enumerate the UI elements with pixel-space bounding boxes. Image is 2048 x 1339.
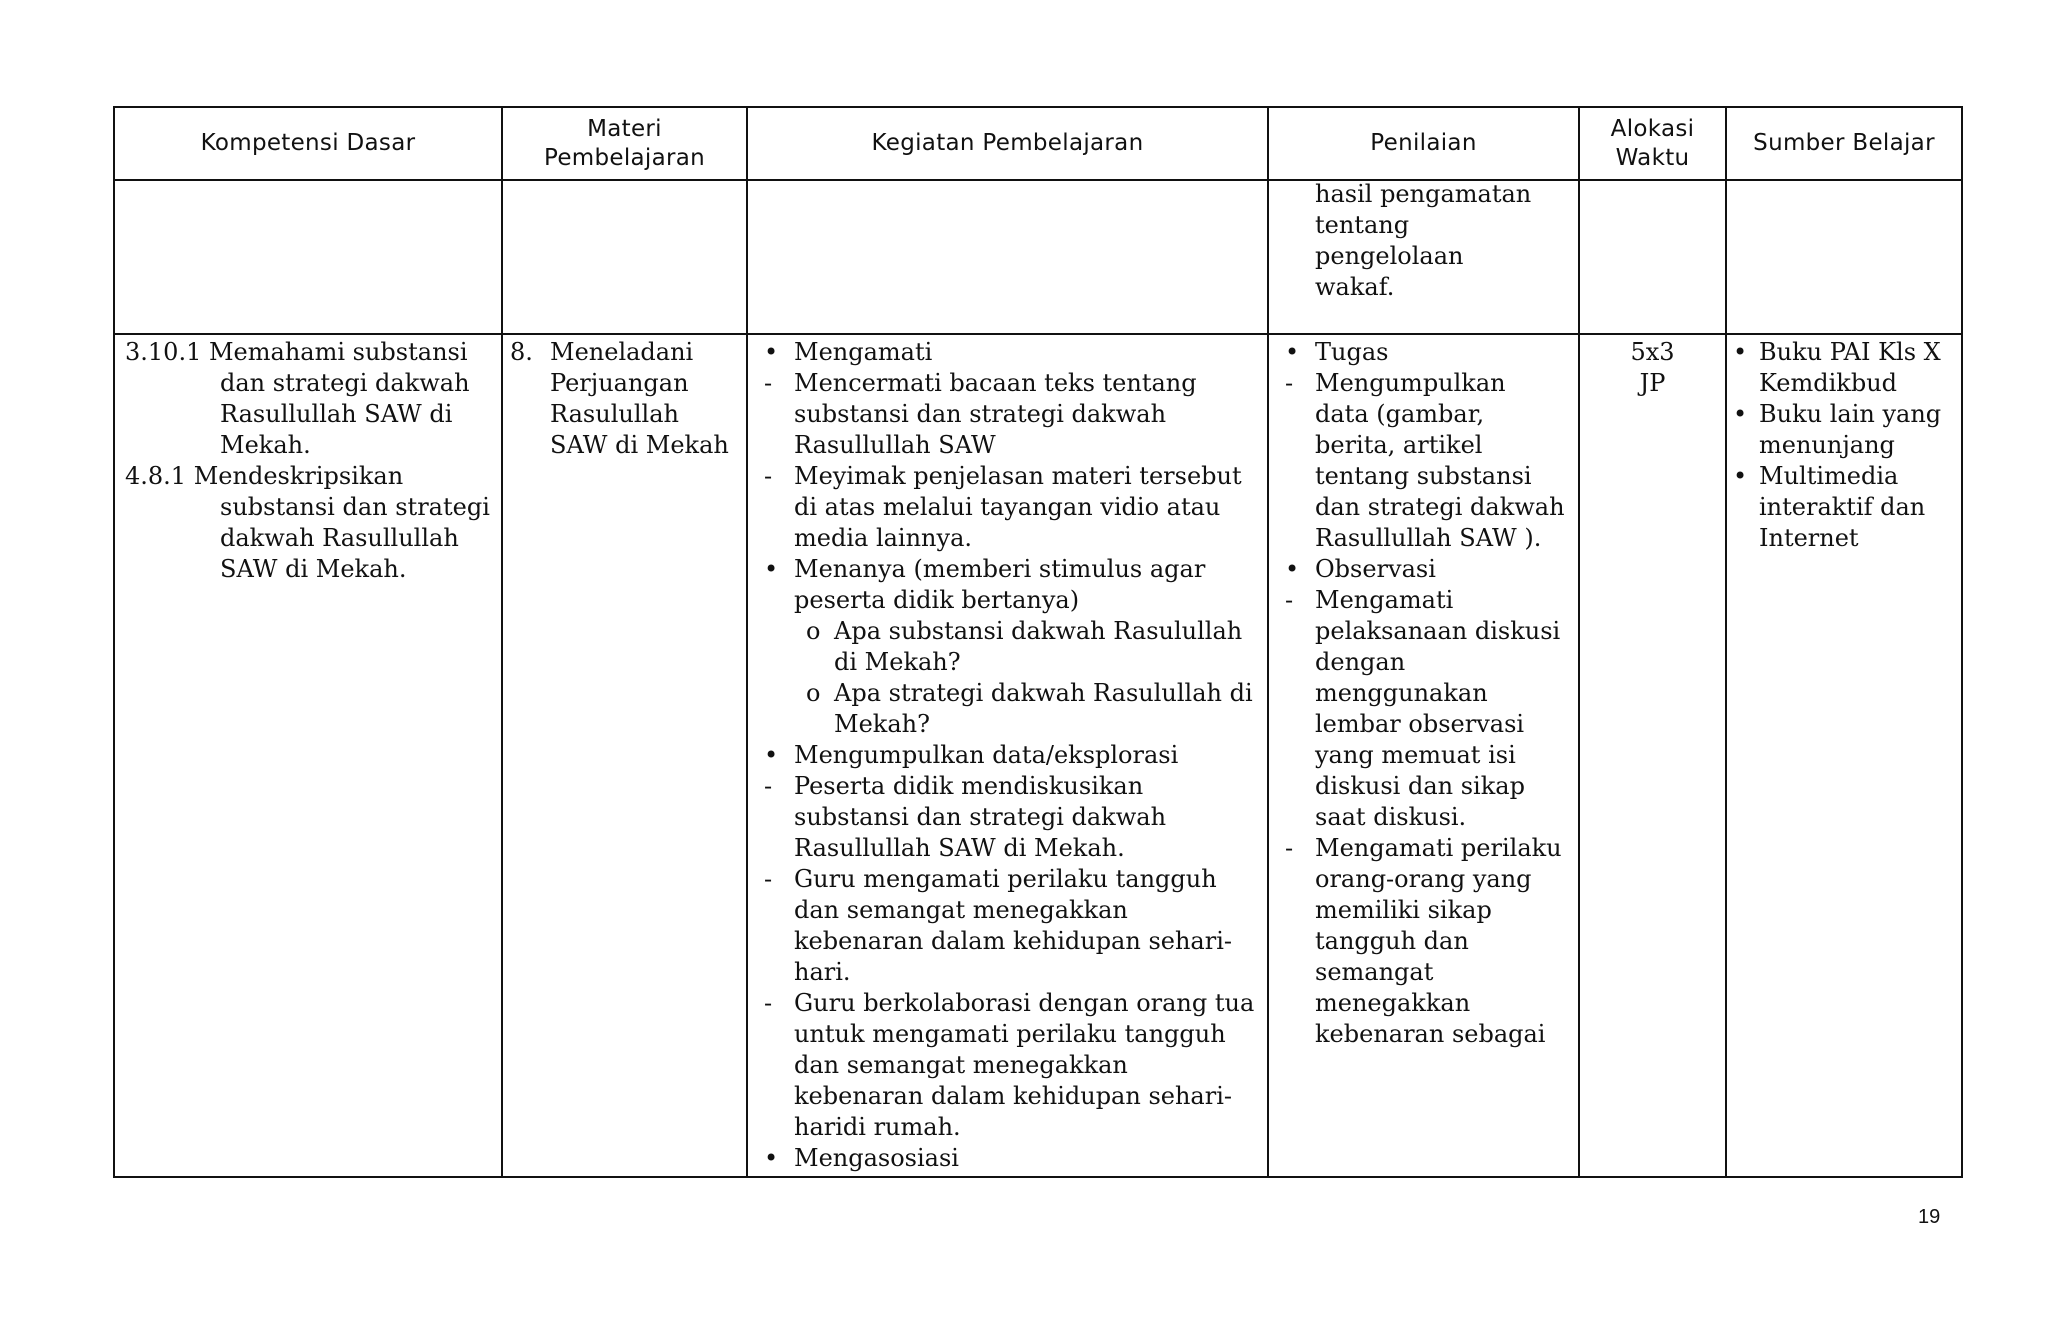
header-sumber: Sumber Belajar <box>1726 107 1962 180</box>
continuation-row <box>114 180 1962 334</box>
bullet-icon: • <box>764 1144 779 1172</box>
kegiatan-subitem-text: Apa strategi dakwah Rasulullah di Mekah? <box>834 679 1253 738</box>
header-kegiatan: Kegiatan Pembelajaran <box>747 107 1268 180</box>
kegiatan-sublist <box>758 616 1255 678</box>
kegiatan-subitem-wrap <box>758 616 1255 678</box>
kegiatan-item-text: Guru mengamati perilaku tangguh dan semangat menegakkan kebenaran dalam kehidupan sehari-hari. <box>794 865 1232 986</box>
syllabus-table <box>113 106 1963 1178</box>
kegiatan-subitem <box>758 616 1255 678</box>
kegiatan-item <box>758 740 1255 771</box>
kegiatan-item-text: Mencermati bacaan teks tentang substansi dan strategi dakwah Rasullullah SAW <box>794 369 1197 459</box>
kegiatan-item <box>758 988 1255 1143</box>
bullet-icon: • <box>764 338 779 366</box>
kd-item <box>125 337 495 461</box>
bullet-icon: • <box>1285 555 1300 583</box>
dash-icon: - <box>764 865 773 893</box>
header-alokasi: Alokasi Waktu <box>1579 107 1726 180</box>
header-kompetensi-dasar: Kompetensi Dasar <box>114 107 502 180</box>
dash-icon: - <box>1285 834 1294 862</box>
dash-icon: - <box>764 462 773 490</box>
kegiatan-item <box>758 461 1255 554</box>
materi-text: Meneladani Perjuangan Rasulullah SAW di Mekah <box>550 338 729 459</box>
bullet-icon: • <box>764 555 779 583</box>
kegiatan-item <box>758 368 1255 461</box>
kd-text: Mendeskripsikan substansi dan strategi dakwah Rasullullah SAW di Mekah. <box>193 462 490 583</box>
cont-materi-cell <box>502 180 747 334</box>
kegiatan-item-text: Meyimak penjelasan materi tersebut di atas melalui tayangan vidio atau media lainnya. <box>794 462 1242 552</box>
header-penilaian: Penilaian <box>1268 107 1579 180</box>
kegiatan-item <box>758 864 1255 988</box>
cont-penilaian-line: tentang <box>1315 211 1410 239</box>
kegiatan-item <box>758 1143 1255 1174</box>
materi-number: 8. <box>510 338 533 366</box>
penilaian-item <box>1279 337 1566 368</box>
kegiatan-item <box>758 337 1255 368</box>
kegiatan-item-text: Guru berkolaborasi dengan orang tua untuk mengamati perilaku tangguh dan semangat menegakkan kebenaran dalam kehidupan sehari-haridi rumah. <box>794 989 1255 1141</box>
penilaian-item-text: Mengumpulkan data (gambar, berita, artikel tentang substansi dan strategi dakwah Rasullullah SAW ). <box>1315 369 1565 552</box>
penilaian-item <box>1279 585 1566 833</box>
kegiatan-cell <box>747 334 1268 1177</box>
dash-icon: - <box>764 772 773 800</box>
circle-bullet-icon: o <box>806 617 821 645</box>
kegiatan-subitem-text: Apa substansi dakwah Rasulullah di Mekah? <box>834 617 1243 676</box>
sumber-item: • Multimedia interaktif dan Internet <box>1733 462 1926 552</box>
dash-icon: - <box>764 989 773 1017</box>
materi-cell <box>502 334 747 1177</box>
kegiatan-sublist <box>758 678 1255 740</box>
penilaian-item-text: Observasi <box>1315 555 1436 583</box>
kegiatan-item-text: Mengasosiasi <box>794 1144 959 1172</box>
sumber-list <box>1727 337 1957 554</box>
header-materi: Materi Pembelajaran <box>502 107 747 180</box>
alokasi-cell <box>1579 334 1726 1177</box>
sumber-cell <box>1726 334 1962 1177</box>
kegiatan-item-text: Mengamati <box>794 338 933 366</box>
dash-icon: - <box>1285 586 1294 614</box>
kegiatan-subitem-wrap <box>758 678 1255 740</box>
dash-icon: - <box>1285 369 1294 397</box>
kegiatan-subitem <box>758 678 1255 740</box>
kegiatan-item-text: Mengumpulkan data/eksplorasi <box>794 741 1179 769</box>
kd-cell <box>114 334 502 1177</box>
penilaian-item <box>1279 833 1566 1050</box>
alokasi-value: 5x3 <box>1630 338 1675 366</box>
sumber-item: • Buku PAI Kls X Kemdikbud <box>1733 338 1941 397</box>
kegiatan-item <box>758 554 1255 616</box>
penilaian-cell <box>1268 334 1579 1177</box>
cont-penilaian-line: hasil pengamatan <box>1315 180 1532 208</box>
bullet-icon: • <box>1285 338 1300 366</box>
bullet-icon: • <box>1733 462 1748 490</box>
cont-penilaian-cell <box>1268 180 1579 334</box>
kd-number: 4.8.1 <box>125 462 187 490</box>
cont-kd-cell <box>114 180 502 334</box>
bullet-icon: • <box>1733 338 1748 366</box>
penilaian-item <box>1279 368 1566 554</box>
cont-sumber-cell <box>1726 180 1962 334</box>
kegiatan-item-text: Menanya (memberi stimulus agar peserta didik bertanya) <box>794 555 1206 614</box>
sumber-item: • Buku lain yang menunjang <box>1733 400 1942 459</box>
penilaian-item-text: Mengamati pelaksanaan diskusi dengan menggunakan lembar observasi yang memuat isi diskusi dan sikap saat diskusi. <box>1315 586 1561 831</box>
page-number: 19 <box>1918 1206 1941 1228</box>
kegiatan-item-text: Peserta didik mendiskusikan substansi dan strategi dakwah Rasullullah SAW di Mekah. <box>794 772 1167 862</box>
cont-alokasi-cell <box>1579 180 1726 334</box>
kegiatan-list <box>758 337 1255 1174</box>
cont-kegiatan-cell <box>747 180 1268 334</box>
penilaian-item <box>1279 554 1566 585</box>
content-row <box>114 334 1962 1177</box>
header-row <box>114 107 1962 180</box>
penilaian-item-text: Tugas <box>1315 338 1389 366</box>
bullet-icon: • <box>764 741 779 769</box>
cont-penilaian-line: wakaf. <box>1315 273 1395 301</box>
penilaian-item-text: Mengamati perilaku orang-orang yang memiliki sikap tangguh dan semangat menegakkan kebenaran sebagai <box>1315 834 1562 1048</box>
kd-item <box>125 461 495 585</box>
materi-item <box>510 337 738 461</box>
bullet-icon: • <box>1733 400 1748 428</box>
dash-icon: - <box>764 369 773 397</box>
kd-number: 3.10.1 <box>125 338 202 366</box>
kegiatan-item <box>758 771 1255 864</box>
circle-bullet-icon: o <box>806 679 821 707</box>
alokasi-unit: JP <box>1639 369 1666 397</box>
kd-text: Memahami substansi dan strategi dakwah Rasullullah SAW di Mekah. <box>208 338 470 459</box>
penilaian-list <box>1279 337 1566 1050</box>
cont-penilaian-line: pengelolaan <box>1315 242 1464 270</box>
